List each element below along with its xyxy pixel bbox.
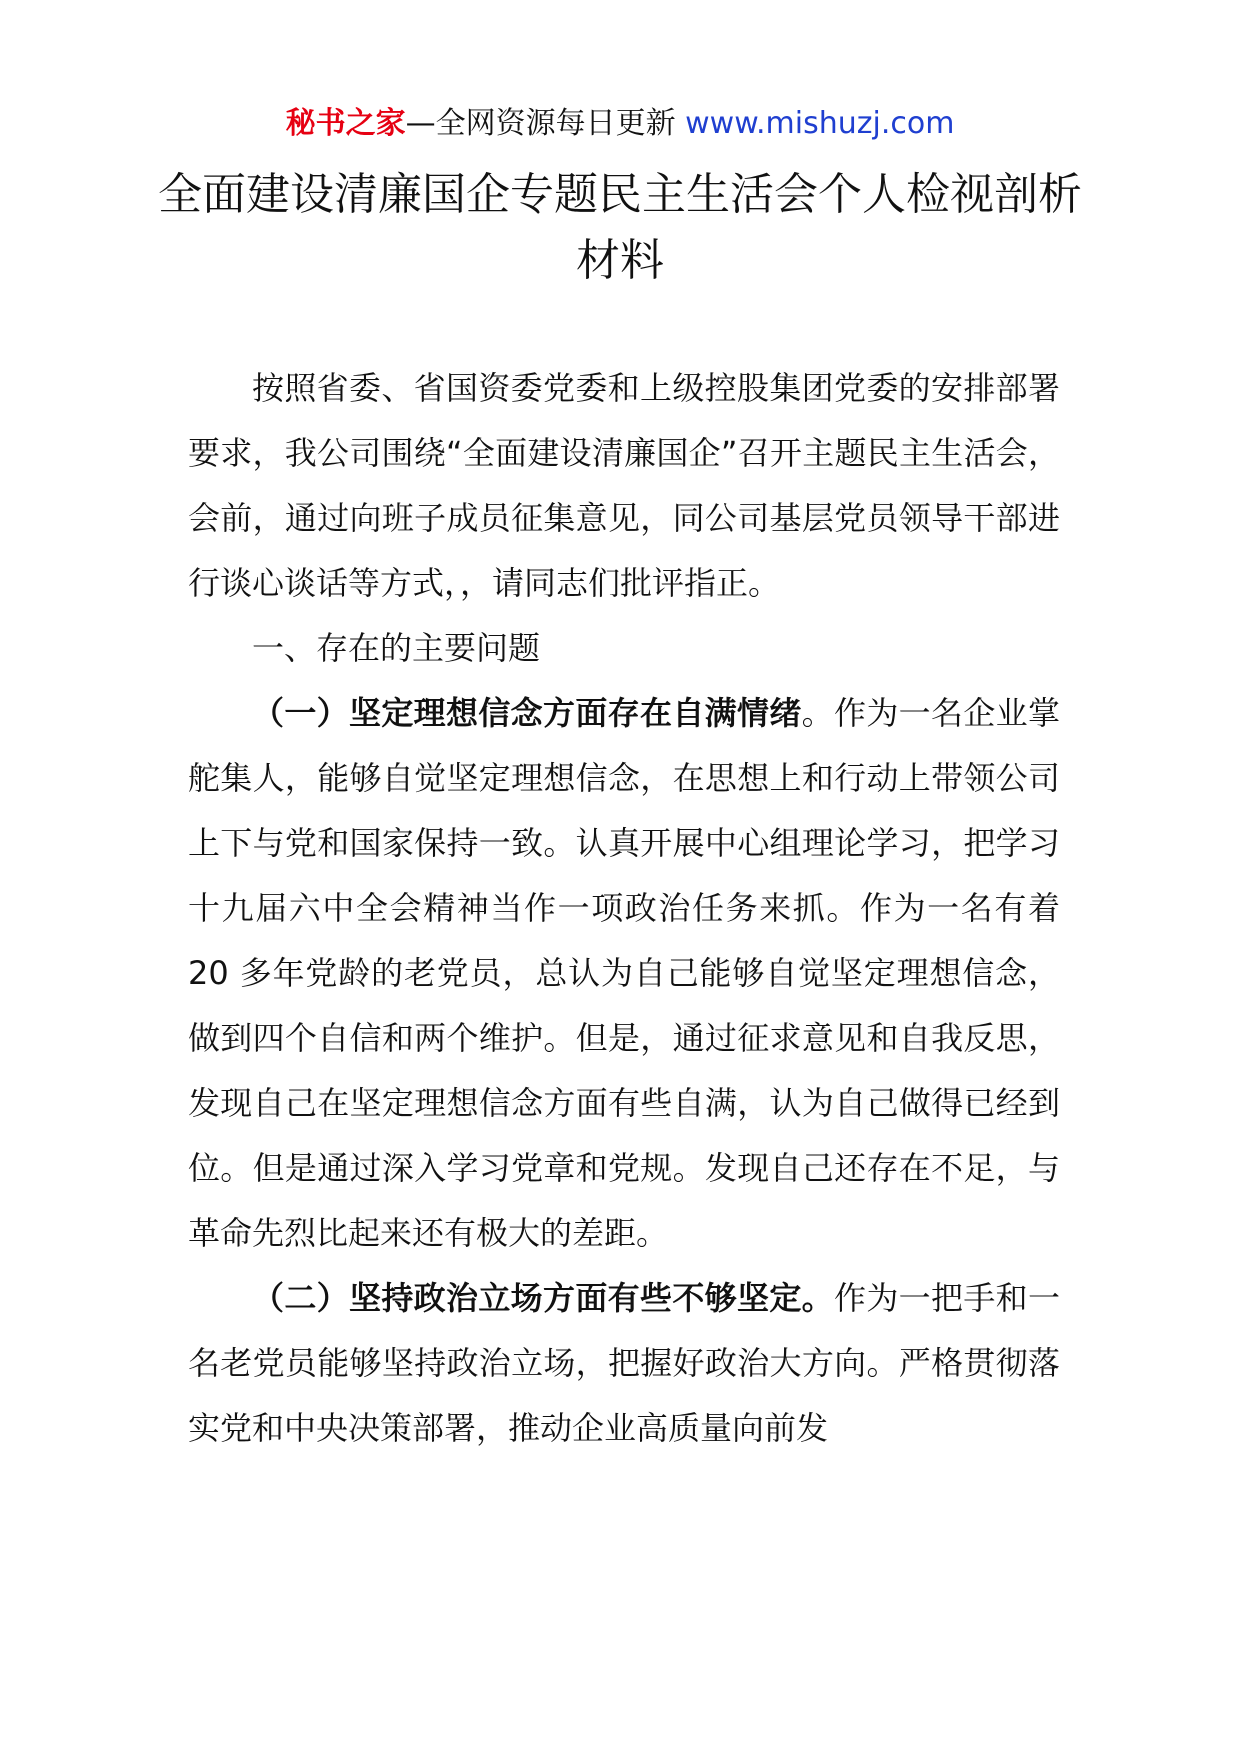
item-2-lead: （二）坚持政治立场方面有些不够坚定。 — [252, 1279, 834, 1317]
site-banner — [0, 102, 1240, 146]
section-heading-text: 一、存在的主要问题 — [252, 629, 541, 667]
item-paragraph-2 — [188, 1266, 1060, 1461]
banner-slogan: —全网资源每日更新 — [405, 106, 686, 141]
brand-name: 秘书之家 — [285, 106, 406, 141]
banner-url[interactable]: www.mishuzj.com — [685, 106, 955, 141]
item-1-text: 。作为一名企业掌舵集人，能够自觉坚定理想信念，在思想上和行动上带领公司上下与党和国家保持一致。认真开展中心组理论学习，把学习十九届六中全会精神当作一项政治任务来抓。作为一名有着 20 多年党龄的老党员，总认为自己能够自觉坚定理想信念，做到四个自信和两个维护。但是，通过征求意见和自我反思，发现自己在坚定理想信念方面有些自满，认为自己做得已经到位。但是通过深入学习党章和党规。发现自己还存在不足，与革命先烈比起来还有极大的差距。 — [188, 694, 1060, 1252]
intro-paragraph: 按照省委、省国资委党委和上级控股集团党委的安排部署要求，我公司围绕“全面建设清廉国企”召开主题民主生活会，会前，通过向班子成员征集意见，同公司基层党员领导干部进行谈心谈话等方式，，请同志们批评指正。 — [188, 369, 1060, 602]
section-heading — [188, 616, 1060, 681]
item-paragraph-1 — [188, 681, 1060, 1266]
document-title: 全面建设清廉国企专题民主生活会个人检视剖析材料 — [158, 169, 1082, 286]
item-2-text: 作为一把手和一名老党员能够坚持政治立场，把握好政治大方向。严格贯彻落实党和中央决策部署，推动企业高质量向前发 — [188, 1279, 1060, 1447]
document-body — [188, 356, 1060, 1461]
item-1-lead: （一）坚定理想信念方面存在自满情绪 — [252, 694, 802, 732]
